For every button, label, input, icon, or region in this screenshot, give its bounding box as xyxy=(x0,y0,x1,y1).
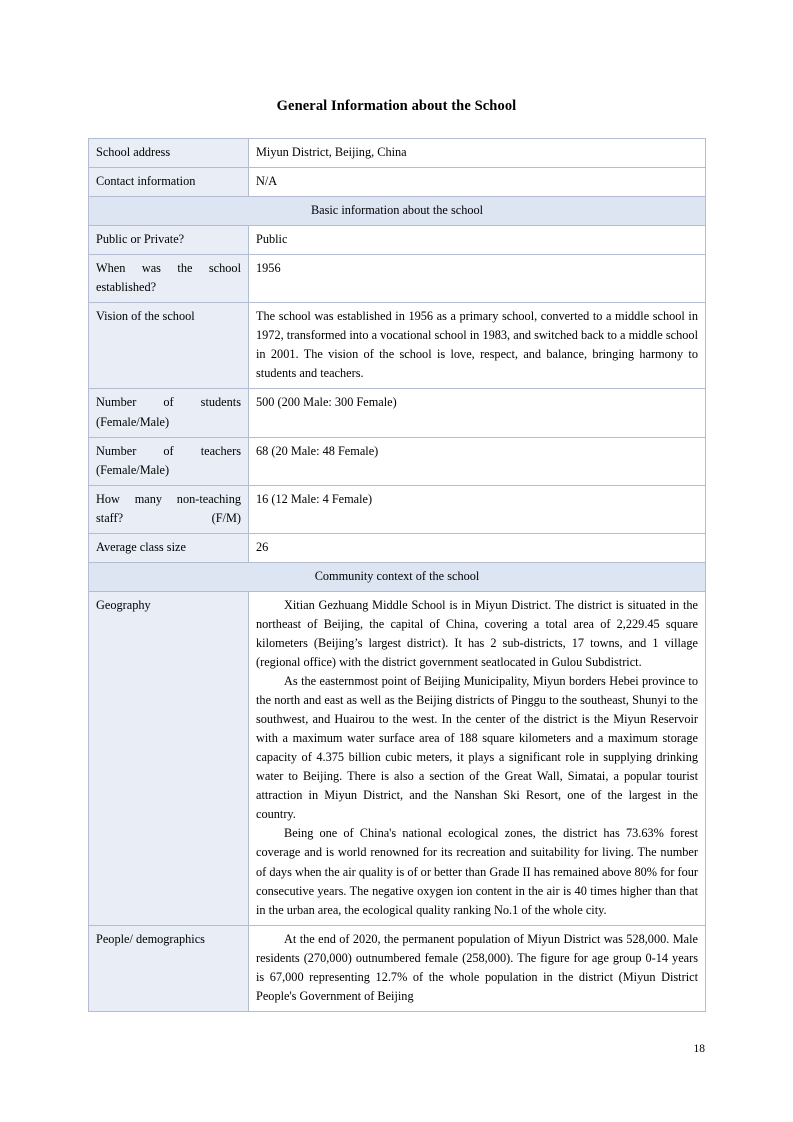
row-label: How many non-teaching staff? (F/M) xyxy=(89,485,249,533)
row-value: 68 (20 Male: 48 Female) xyxy=(249,437,706,485)
row-label: Number of teachers (Female/Male) xyxy=(89,437,249,485)
row-value: Public xyxy=(249,226,706,255)
row-value: N/A xyxy=(249,168,706,197)
row-label: Vision of the school xyxy=(89,303,249,389)
table-section-row xyxy=(89,197,706,226)
row-value: 16 (12 Male: 4 Female) xyxy=(249,485,706,533)
row-label: People/ demographics xyxy=(89,925,249,1011)
row-label: When was the school established? xyxy=(89,255,249,303)
paragraph: At the end of 2020, the permanent population of Miyun District was 528,000. Male residents (270,000) outnumbered female (258,000). The figure for age group 0-14 years is 67,000 representing 12.7% of the whole population in the district (Miyun District People's Government of Beijing xyxy=(256,931,698,1003)
table-row xyxy=(89,139,706,168)
table-row xyxy=(89,303,706,389)
table-row xyxy=(89,389,706,437)
table-row xyxy=(89,226,706,255)
table-body xyxy=(89,139,706,1012)
table-row xyxy=(89,485,706,533)
row-value xyxy=(249,591,706,925)
table-row xyxy=(89,533,706,562)
page-title: General Information about the School xyxy=(276,98,517,114)
row-label: Geography xyxy=(89,591,249,925)
row-label: Public or Private? xyxy=(89,226,249,255)
table-row xyxy=(89,437,706,485)
section-header-community-context: Community context of the school xyxy=(89,562,706,591)
table-row xyxy=(89,168,706,197)
row-label: Number of students (Female/Male) xyxy=(89,389,249,437)
general-information-table xyxy=(88,138,706,1012)
paragraph: Xitian Gezhuang Middle School is in Miyun District. The district is situated in the northeast of Beijing, the capital of China, covering a total area of 2,229.45 square kilometers (Beijing’s largest district). It has 2 sub-districts, 17 towns, and 1 village (regional office) with the district government seatlocated in Gulou Subdistrict. xyxy=(256,597,698,669)
table-row xyxy=(89,591,706,925)
row-value xyxy=(249,925,706,1011)
row-value: 26 xyxy=(249,533,706,562)
table-row xyxy=(89,925,706,1011)
row-value: 500 (200 Male: 300 Female) xyxy=(249,389,706,437)
row-label: Average class size xyxy=(89,533,249,562)
row-value: Miyun District, Beijing, China xyxy=(249,139,706,168)
row-label: School address xyxy=(89,139,249,168)
page-number: 18 xyxy=(693,1043,705,1055)
table-section-row xyxy=(89,562,706,591)
paragraph: As the easternmost point of Beijing Municipality, Miyun borders Hebei province to the north and east as well as the Beijing districts of Pinggu to the southeast, Shunyi to the southwest, and Huairou to the west. In the center of the district is the Miyun Reservoir with a maximum water surface area of 188 square kilometers and a maximum storage capacity of 4.375 billion cubic meters, it plays a significant role in supplying drinking water to Beijing. There is also a section of the Great Wall, Simatai, a popular tourist attraction in Miyun District, and the Nanshan Ski Resort, one of the largest in the country. xyxy=(256,674,698,822)
row-value: 1956 xyxy=(249,255,706,303)
table-row xyxy=(89,255,706,303)
paragraph: Being one of China's national ecological zones, the district has 73.63% forest coverage and is world renowned for its recreation and suitability for living. The number of days when the air quality is of or better than Grade II has remained above 80% for four consecutive years. The negative oxygen ion content in the air is 40 times higher than that in the urban area, the ecological quality ranking No.1 of the whole city. xyxy=(256,826,698,917)
section-header-basic-information: Basic information about the school xyxy=(89,197,706,226)
row-value: The school was established in 1956 as a primary school, converted to a middle school in 1972, transformed into a vocational school in 1983, and switched back to a middle school in 2001. The vision of the school is love, respect, and balance, bringing harmony to students and teachers. xyxy=(249,303,706,389)
row-label: Contact information xyxy=(89,168,249,197)
